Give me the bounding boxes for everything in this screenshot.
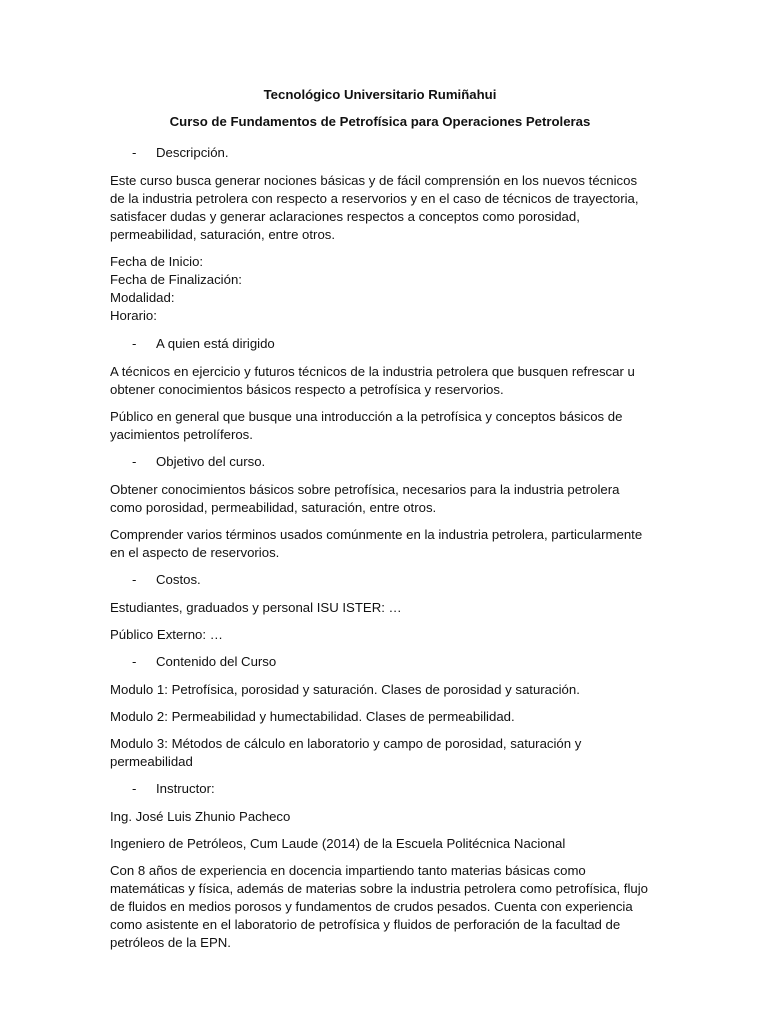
bullet-dash: - (132, 572, 137, 587)
section-heading-content (110, 653, 650, 671)
description-text: Este curso busca generar nociones básicas y de fácil comprensión en los nuevos técnicos de la industria petrolera con respecto a reservorios y en el caso de técnicos de trayectoria, satisfacer dudas y generar aclaraciones respectos a conceptos como porosidad, permeabilidad, saturación, entre otros. (110, 173, 639, 242)
section-heading-objective (110, 453, 650, 471)
course-details (110, 253, 650, 325)
instructor-heading: Instructor: (156, 781, 215, 796)
bullet-dash: - (132, 454, 137, 469)
description-heading: Descripción. (156, 145, 229, 160)
instructor-degree: Ingeniero de Petróleos, Cum Laude (2014) de la Escuela Politécnica Nacional (110, 836, 566, 851)
audience-heading: A quien está dirigido (156, 336, 275, 351)
bullet-dash: - (132, 145, 137, 160)
bullet-dash: - (132, 781, 137, 796)
objective-paragraph-1: Obtener conocimientos básicos sobre petrofísica, necesarios para la industria petrolera como porosidad, permeabilidad, saturación, entre otros. (110, 482, 620, 515)
content-heading: Contenido del Curso (156, 654, 277, 669)
audience-paragraph-1: A técnicos en ejercicio y futuros técnicos de la industria petrolera que busquen refrescar u obtener conocimientos básicos respecto a petrofísica y reservorios. (110, 364, 635, 397)
module-1: Modulo 1: Petrofísica, porosidad y saturación. Clases de porosidad y saturación. (110, 682, 580, 697)
schedule-label: Horario: (110, 308, 157, 323)
instructor-bio: Con 8 años de experiencia en docencia impartiendo tanto materias básicas como matemáticas y física, además de materias sobre la industria petrolera como petrofísica, flujo de fluidos en medios porosos y fundamentos de crudos pesados. Cuenta con experiencia como asistente en el laboratorio de petrofísica y fluidos de perforación de la facultad de petróleos de la EPN. (110, 863, 648, 950)
document-page (110, 86, 650, 961)
module-2: Modulo 2: Permeabilidad y humectabilidad. Clases de permeabilidad. (110, 709, 515, 724)
costs-external: Público Externo: … (110, 627, 223, 642)
institution-title: Tecnológico Universitario Rumiñahui (263, 87, 497, 102)
section-heading-audience (110, 335, 650, 353)
costs-internal: Estudiantes, graduados y personal ISU ISTER: … (110, 600, 402, 615)
start-date-label: Fecha de Inicio: (110, 254, 204, 269)
section-heading-description (110, 144, 650, 162)
bullet-dash: - (132, 654, 137, 669)
end-date-label: Fecha de Finalización: (110, 272, 242, 287)
section-heading-instructor (110, 780, 650, 798)
bullet-dash: - (132, 336, 137, 351)
audience-paragraph-2: Público en general que busque una introducción a la petrofísica y conceptos básicos de yacimientos petrolíferos. (110, 409, 623, 442)
section-heading-costs (110, 571, 650, 589)
instructor-name: Ing. José Luis Zhunio Pacheco (110, 809, 291, 824)
objective-heading: Objetivo del curso. (156, 454, 266, 469)
costs-heading: Costos. (156, 572, 201, 587)
objective-paragraph-2: Comprender varios términos usados comúnmente en la industria petrolera, particularmente en el aspecto de reservorios. (110, 527, 643, 560)
module-3: Modulo 3: Métodos de cálculo en laboratorio y campo de porosidad, saturación y permeabilidad (110, 736, 582, 769)
course-title: Curso de Fundamentos de Petrofísica para Operaciones Petroleras (169, 114, 591, 129)
modality-label: Modalidad: (110, 290, 175, 305)
